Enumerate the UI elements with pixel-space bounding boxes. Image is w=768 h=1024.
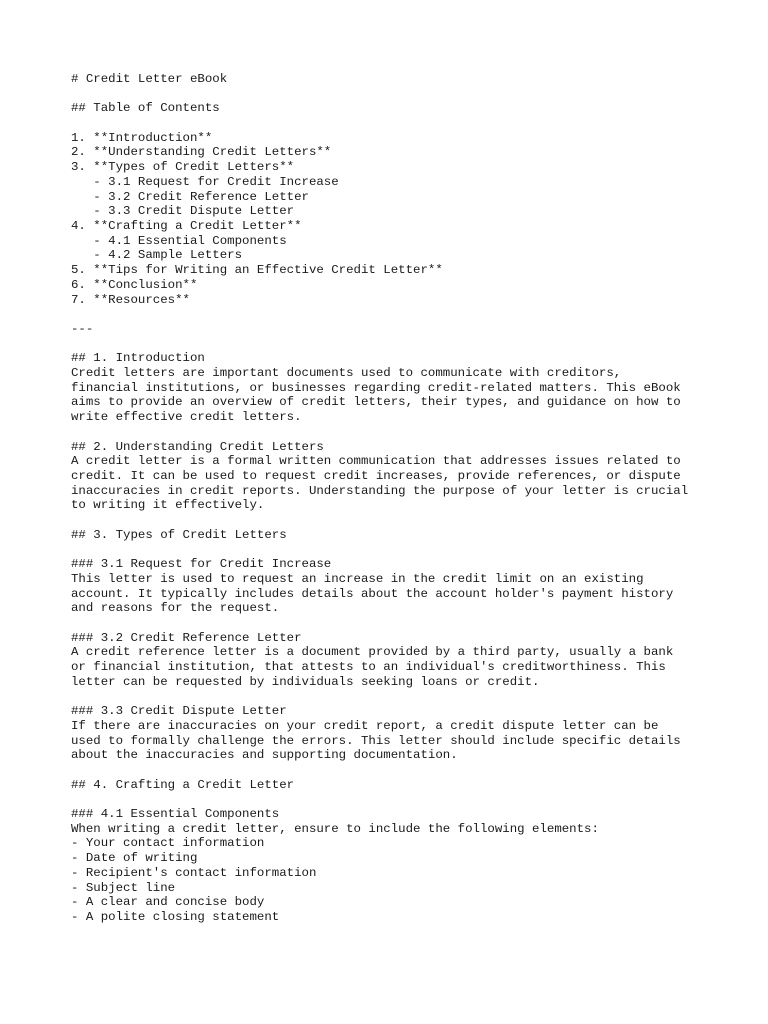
paragraph-line: A credit reference letter is a document provided by a third party, usually a bank bbox=[71, 645, 674, 660]
section-heading: ## 2. Understanding Credit Letters bbox=[71, 439, 324, 454]
paragraph-line: write effective credit letters. bbox=[71, 410, 302, 425]
blank-line bbox=[71, 542, 731, 557]
paragraph-line: used to formally challenge the errors. This letter should include specific details bbox=[71, 733, 681, 748]
paragraph-line: and reasons for the request. bbox=[71, 601, 280, 616]
toc-subitem: - 4.1 Essential Components bbox=[71, 233, 287, 248]
document-title: # Credit Letter eBook bbox=[71, 72, 228, 86]
paragraph-line: This letter is used to request an increase in the credit limit on an existing bbox=[71, 571, 644, 586]
blank-line bbox=[71, 513, 731, 528]
blank-line bbox=[71, 689, 731, 704]
paragraph-line: or financial institution, that attests to an individual's creditworthiness. This bbox=[71, 660, 666, 674]
section-essential-components bbox=[71, 807, 731, 925]
paragraph-line: When writing a credit letter, ensure to include the following elements: bbox=[71, 821, 599, 836]
toc-item: 7. **Resources** bbox=[71, 292, 190, 307]
subsection-heading: ### 3.3 Credit Dispute Letter bbox=[71, 704, 287, 719]
section-credit-increase bbox=[71, 557, 731, 616]
toc-item: 5. **Tips for Writing an Effective Credit Letter** bbox=[71, 263, 443, 278]
blank-line bbox=[71, 87, 731, 102]
toc-item: 4. **Crafting a Credit Letter** bbox=[71, 219, 302, 233]
section-understanding bbox=[71, 440, 731, 514]
separator: --- bbox=[71, 321, 94, 336]
section-heading: ## 3. Types of Credit Letters bbox=[71, 527, 287, 542]
toc-subitem: - 4.2 Sample Letters bbox=[71, 248, 243, 263]
paragraph-line: aims to provide an overview of credit letters, their types, and guidance on how to bbox=[71, 395, 681, 410]
section-credit-dispute bbox=[71, 704, 731, 763]
blank-line bbox=[71, 337, 731, 352]
blank-line bbox=[71, 116, 731, 131]
subsection-heading: ### 4.1 Essential Components bbox=[71, 806, 280, 821]
blank-line bbox=[71, 425, 731, 440]
blank-line bbox=[71, 792, 731, 807]
list-item: - Your contact information bbox=[71, 836, 265, 851]
paragraph-line: A credit letter is a formal written communication that addresses issues related to bbox=[71, 454, 681, 469]
paragraph-line: about the inaccuracies and supporting documentation. bbox=[71, 748, 458, 763]
paragraph-line: account. It typically includes details about the account holder's payment history bbox=[71, 586, 674, 601]
section-introduction bbox=[71, 351, 731, 425]
list-item: - A polite closing statement bbox=[71, 909, 280, 924]
toc-heading: ## Table of Contents bbox=[71, 101, 220, 116]
blank-line bbox=[71, 616, 731, 631]
list-item: - Date of writing bbox=[71, 851, 198, 866]
paragraph-line: letter can be requested by individuals seeking loans or credit. bbox=[71, 674, 540, 689]
paragraph-line: inaccuracies in credit reports. Understanding the purpose of your letter is crucial bbox=[71, 483, 689, 498]
paragraph-line: If there are inaccuracies on your credit report, a credit dispute letter can be bbox=[71, 718, 659, 733]
list-item: - Recipient's contact information bbox=[71, 865, 317, 880]
list-item: - Subject line bbox=[71, 880, 176, 895]
toc-subitem: - 3.2 Credit Reference Letter bbox=[71, 189, 309, 204]
document-page bbox=[71, 72, 731, 925]
section-heading: ## 1. Introduction bbox=[71, 351, 205, 366]
blank-line bbox=[71, 763, 731, 778]
toc-item: 1. **Introduction** bbox=[71, 130, 213, 145]
subsection-heading: ### 3.2 Credit Reference Letter bbox=[71, 630, 302, 645]
section-credit-reference bbox=[71, 631, 731, 690]
paragraph-line: Credit letters are important documents used to communicate with creditors, bbox=[71, 366, 622, 380]
toc-subitem: - 3.3 Credit Dispute Letter bbox=[71, 204, 295, 219]
toc-item: 6. **Conclusion** bbox=[71, 277, 198, 292]
blank-line bbox=[71, 307, 731, 322]
table-of-contents bbox=[71, 131, 731, 307]
list-item: - A clear and concise body bbox=[71, 895, 265, 910]
toc-item: 2. **Understanding Credit Letters** bbox=[71, 145, 332, 160]
paragraph-line: financial institutions, or businesses regarding credit-related matters. This eBook bbox=[71, 380, 681, 395]
toc-subitem: - 3.1 Request for Credit Increase bbox=[71, 174, 339, 189]
paragraph-line: credit. It can be used to request credit increases, provide references, or dispute bbox=[71, 468, 681, 483]
subsection-heading: ### 3.1 Request for Credit Increase bbox=[71, 557, 332, 572]
toc-item: 3. **Types of Credit Letters** bbox=[71, 160, 295, 175]
section-heading: ## 4. Crafting a Credit Letter bbox=[71, 777, 295, 792]
paragraph-line: to writing it effectively. bbox=[71, 498, 265, 513]
